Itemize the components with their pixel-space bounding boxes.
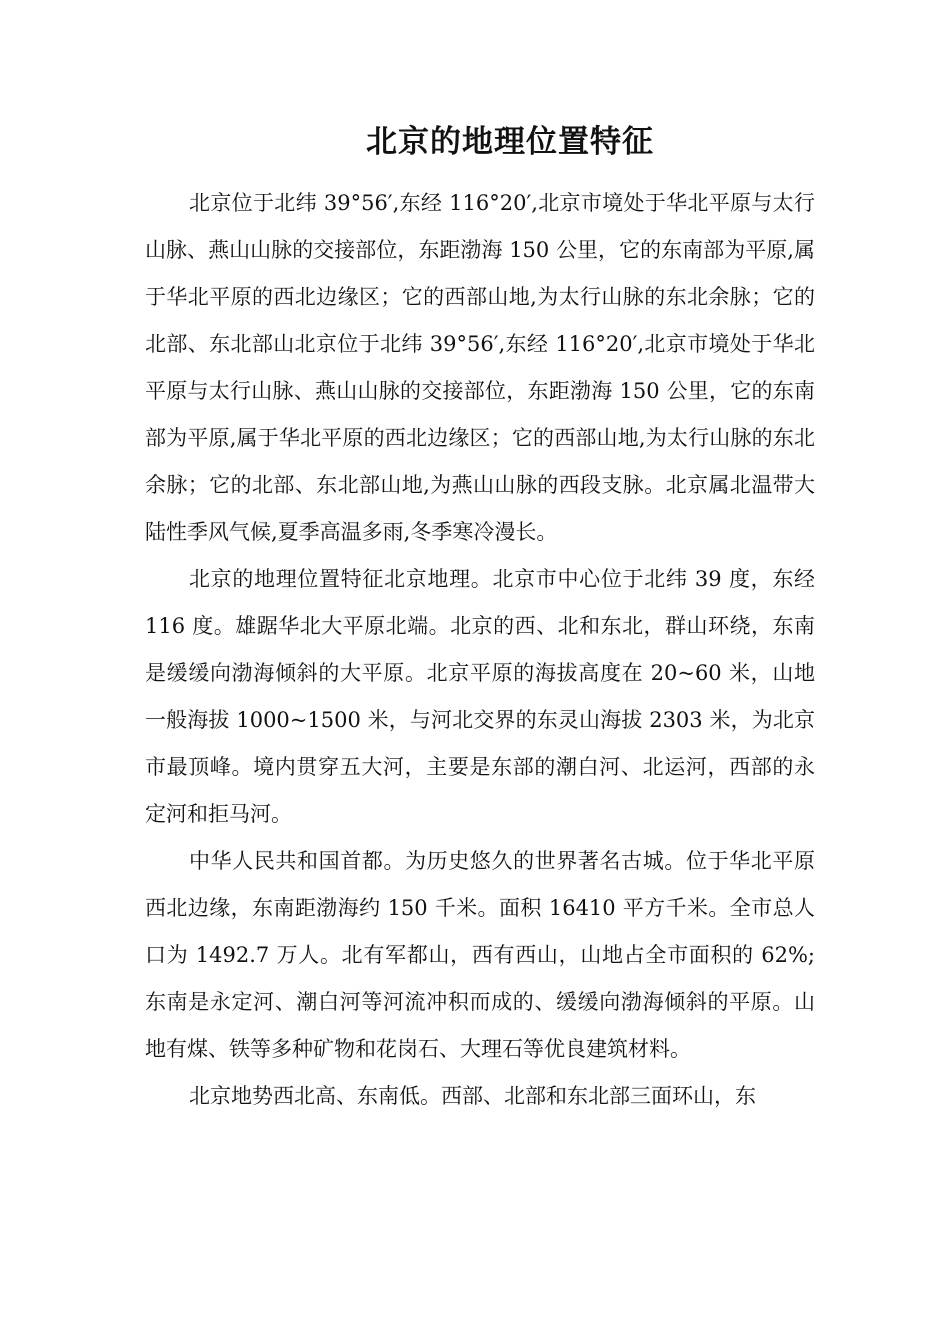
document-body [145, 180, 815, 1120]
paragraph-geography: 北京的地理位置特征北京地理。北京市中心位于北纬 39 度，东经 116 度。雄踞华北大平原北端。北京的西、北和东北，群山环绕，东南是缓缓向渤海倾斜的大平原。北京平原的海拔高度在 20~60 米，山地一般海拔 1000~1500 米，与河北交界的东灵山海拔 2303 米，为北京市最顶峰。境内贯穿五大河，主要是东部的潮白河、北运河，西部的永定河和拒马河。 [145, 567, 815, 826]
paragraph-terrain: 北京地势西北高、东南低。西部、北部和东北部三面环山，东 [189, 1084, 756, 1108]
paragraph-capital: 中华人民共和国首都。为历史悠久的世界著名古城。位于华北平原西北边缘，东南距渤海约 150 千米。面积 16410 平方千米。全市总人口为 1492.7 万人。北有军都山，西有西山，山地占全市面积的 62%;东南是永定河、潮白河等河流冲积而成的、缓缓向渤海倾斜的平原。山地有煤、铁等多种矿物和花岗石、大理石等优良建筑材料。 [145, 849, 815, 1061]
paragraph-location: 北京位于北纬 39°56′,东经 116°20′,北京市境处于华北平原与太行山脉、燕山山脉的交接部位，东距渤海 150 公里，它的东南部为平原,属于华北平原的西北边缘区；它的西部山地,为太行山脉的东北余脉；它的北部、东北部山北京位于北纬 39°56′,东经 116°20′,北京市境处于华北平原与太行山脉、燕山山脉的交接部位，东距渤海 150 公里，它的东南部为平原,属于华北平原的西北边缘区；它的西部山地,为太行山脉的东北余脉；它的北部、东北部山地,为燕山山脉的西段支脉。北京属北温带大陆性季风气候,夏季高温多雨,冬季寒冷漫长。 [145, 191, 815, 544]
document-title: 北京的地理位置特征 [366, 124, 654, 160]
